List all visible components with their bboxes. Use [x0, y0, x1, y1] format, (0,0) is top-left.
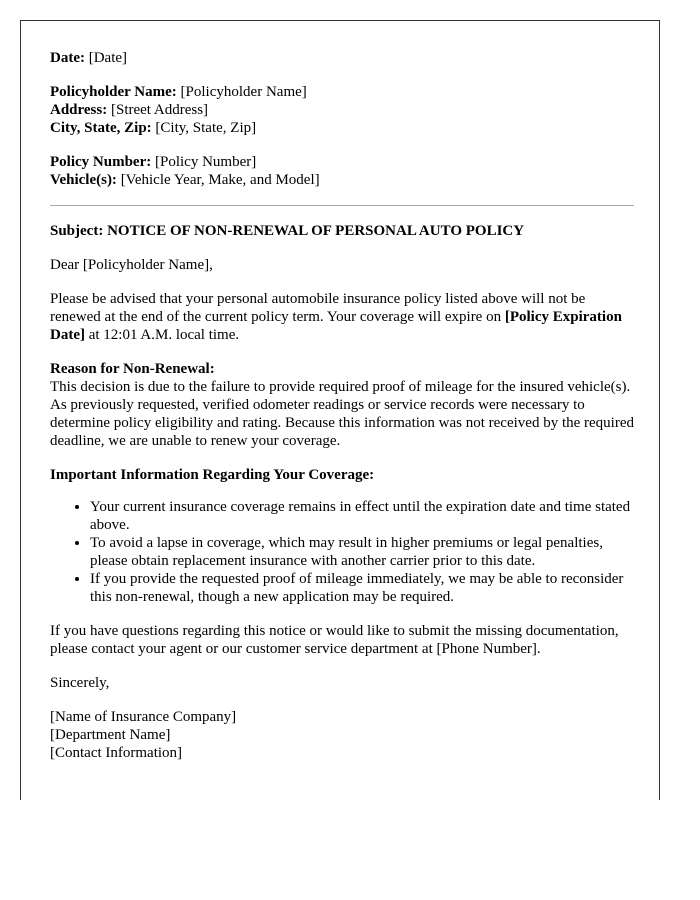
list-item: • Your current insurance coverage remains in effect until the expiration date and time stated above. — [90, 498, 634, 534]
signature-department: [Department Name] — [50, 727, 171, 743]
address-value: [Street Address] — [110, 102, 209, 118]
divider — [50, 205, 634, 206]
important-list — [50, 498, 634, 606]
policyholder-block — [50, 83, 634, 137]
city-label: City, State, Zip: — [50, 120, 152, 136]
address-label: Address: — [50, 102, 108, 118]
letter-content — [50, 49, 634, 762]
date-value: [Date] — [88, 50, 128, 66]
important-heading — [50, 466, 634, 484]
policy-number-value: [Policy Number] — [154, 154, 257, 170]
address-line — [50, 101, 634, 119]
policy-number-line — [50, 153, 634, 171]
intro-text: Please be advised that your personal automobile insurance policy listed above will not be renewed at the end of the current policy term. Your coverage will expire on — [50, 291, 586, 325]
reason-heading — [50, 360, 634, 378]
reason-heading-text: Reason for Non-Renewal: — [50, 361, 215, 377]
subject-label: Subject: — [50, 223, 104, 239]
closing: Sincerely, — [50, 675, 110, 691]
date-line — [50, 49, 634, 67]
intro-time: at 12:01 A.M. local time. — [84, 327, 240, 343]
policy-number-label: Policy Number: — [50, 154, 152, 170]
date-label: Date: — [50, 50, 85, 66]
city-value: [City, State, Zip] — [155, 120, 257, 136]
questions-paragraph: If you have questions regarding this notice or would like to submit the missing documentation, please contact your agent or our customer service department at [Phone Number]. — [50, 623, 619, 657]
signature-contact: [Contact Information] — [50, 745, 183, 761]
subject-text: NOTICE OF NON-RENEWAL OF PERSONAL AUTO POLICY — [107, 223, 525, 239]
policyholder-value: [Policyholder Name] — [180, 84, 307, 100]
greeting: Dear [Policyholder Name], — [50, 257, 213, 273]
subject-line — [50, 222, 634, 240]
reason-text: This decision is due to the failure to provide required proof of mileage for the insured vehicle(s). As previously requested, verified odometer readings or service records were necessary to determine policy eligibility and rating. Because this information was not received by the required deadline, we are unable to renew your coverage. — [50, 379, 634, 449]
intro-paragraph — [50, 290, 634, 344]
letter-page — [20, 20, 660, 800]
policyholder-label: Policyholder Name: — [50, 84, 177, 100]
signature-company: [Name of Insurance Company] — [50, 709, 237, 725]
reason-section — [50, 360, 634, 450]
vehicles-line — [50, 171, 634, 189]
list-item: • If you provide the requested proof of mileage immediately, we may be able to reconsider this non-renewal, though a new application may be required. — [90, 570, 634, 606]
important-section — [50, 466, 634, 606]
city-line — [50, 119, 634, 137]
policy-block — [50, 153, 634, 189]
signature-block — [50, 708, 634, 762]
vehicles-label: Vehicle(s): — [50, 172, 117, 188]
policyholder-line — [50, 83, 634, 101]
list-item: • To avoid a lapse in coverage, which may result in higher premiums or legal penalties, please obtain replacement insurance with another carrier prior to this date. — [90, 534, 634, 570]
vehicles-value: [Vehicle Year, Make, and Model] — [120, 172, 320, 188]
expiration-date: [Policy Expiration Date] — [50, 309, 622, 343]
important-heading-text: Important Information Regarding Your Coverage: — [50, 467, 375, 483]
